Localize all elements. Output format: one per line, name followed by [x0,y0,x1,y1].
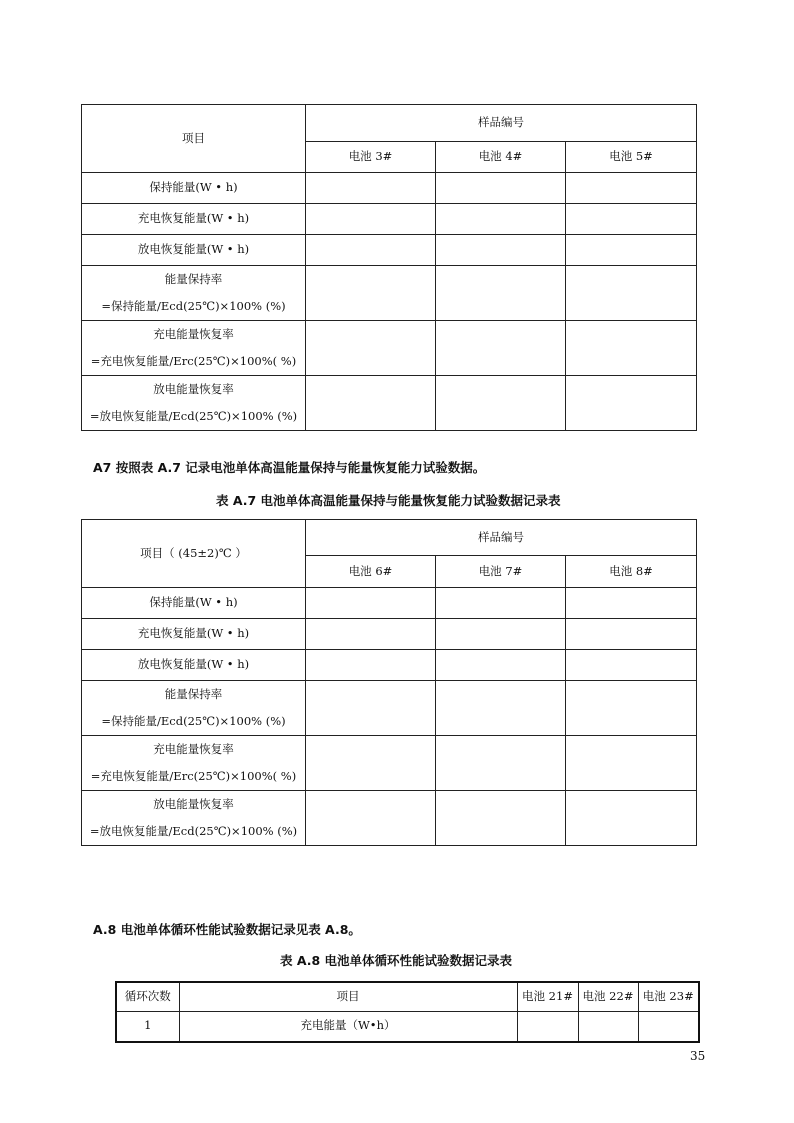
label-line1: 能量保持率 [164,687,223,701]
data-cell [436,619,566,650]
data-cell [436,204,566,235]
label-line1: 能量保持率 [164,272,223,286]
table-row [82,321,697,376]
data-cell [306,619,436,650]
table-row [82,173,697,204]
data-cell [638,1011,699,1042]
header-samples: 样品编号 [306,105,697,142]
label-line1: 放电能量恢复率 [153,797,234,811]
table-row [82,736,697,791]
data-cell [436,321,566,376]
table-row [82,681,697,736]
data-cell [436,650,566,681]
label-line1: 充电能量恢复率 [153,327,234,341]
data-cell [436,376,566,431]
label-line2: =放电恢复能量/Ecd(25℃)×100% (%) [89,824,298,838]
sample-header: 电池 5# [566,142,697,173]
label-line2: =放电恢复能量/Ecd(25℃)×100% (%) [89,409,298,423]
header-item: 项目 [82,105,306,173]
table-row [82,588,697,619]
row-label: 保持能量(W • h) [82,173,306,204]
data-cell [306,588,436,619]
data-cell [566,266,697,321]
table-row [82,791,697,846]
label-line2: =保持能量/Ecd(25℃)×100% (%) [101,714,286,728]
label-line1: 充电能量恢复率 [153,742,234,756]
table-row [82,376,697,431]
caption-a8: 表 A.8 电池单体循环性能试验数据记录表 [280,953,513,968]
header-battery-21: 电池 21# [517,982,578,1011]
data-cell [566,235,697,266]
header-battery-23: 电池 23# [638,982,699,1011]
page-number: 35 [690,1049,706,1063]
table-row [116,1011,699,1042]
data-cell [566,619,697,650]
data-cell [436,791,566,846]
label-line2: =保持能量/Ecd(25℃)×100% (%) [101,299,286,313]
table-a6 [81,104,697,431]
data-cell [566,588,697,619]
header-cycle-count: 循环次数 [116,982,179,1011]
row-label: 放电恢复能量(W • h) [82,650,306,681]
data-cell [436,266,566,321]
header-samples: 样品编号 [306,520,697,556]
table-row [82,619,697,650]
table-row [82,235,697,266]
data-cell [566,650,697,681]
header-battery-22: 电池 22# [578,982,638,1011]
data-cell [306,173,436,204]
sample-header: 电池 4# [436,142,566,173]
sample-header: 电池 6# [306,556,436,588]
table-row [82,650,697,681]
data-cell [306,791,436,846]
data-cell [306,681,436,736]
data-cell [436,736,566,791]
paragraph-a8: A.8 电池单体循环性能试验数据记录见表 A.8。 [93,922,361,937]
data-cell [306,376,436,431]
data-cell [306,204,436,235]
sample-header: 电池 8# [566,556,697,588]
row-label: 充电恢复能量(W • h) [82,204,306,235]
header-item: 项目 [179,982,517,1011]
data-cell [566,321,697,376]
data-cell [566,173,697,204]
header-item: 项目（ (45±2)℃ ） [82,520,306,588]
data-cell [566,791,697,846]
caption-a7: 表 A.7 电池单体高温能量保持与能量恢复能力试验数据记录表 [216,493,561,508]
data-cell [436,173,566,204]
table-a8 [115,981,700,1043]
data-cell [566,376,697,431]
data-cell [436,235,566,266]
table-row [82,266,697,321]
row-label: 放电恢复能量(W • h) [82,235,306,266]
data-cell [306,235,436,266]
row-label [82,266,306,321]
label-line1: 放电能量恢复率 [153,382,234,396]
data-cell [436,681,566,736]
table-row [82,204,697,235]
label-line2: =充电恢复能量/Erc(25℃)×100%( %) [90,354,297,368]
row-label [82,376,306,431]
row-label: 充电恢复能量(W • h) [82,619,306,650]
paragraph-a7: A7 按照表 A.7 记录电池单体高温能量保持与能量恢复能力试验数据。 [93,460,486,475]
data-cell [306,266,436,321]
table-a7 [81,519,697,846]
row-label [82,736,306,791]
data-cell [306,650,436,681]
sample-header: 电池 3# [306,142,436,173]
data-cell [566,681,697,736]
data-cell [566,736,697,791]
row-label: 充电能量（W•h） [179,1011,517,1042]
cycle-number: 1 [116,1011,179,1042]
row-label [82,681,306,736]
row-label [82,791,306,846]
data-cell [436,588,566,619]
sample-header: 电池 7# [436,556,566,588]
data-cell [578,1011,638,1042]
data-cell [566,204,697,235]
label-line2: =充电恢复能量/Erc(25℃)×100%( %) [90,769,297,783]
data-cell [517,1011,578,1042]
row-label: 保持能量(W • h) [82,588,306,619]
data-cell [306,736,436,791]
row-label [82,321,306,376]
data-cell [306,321,436,376]
